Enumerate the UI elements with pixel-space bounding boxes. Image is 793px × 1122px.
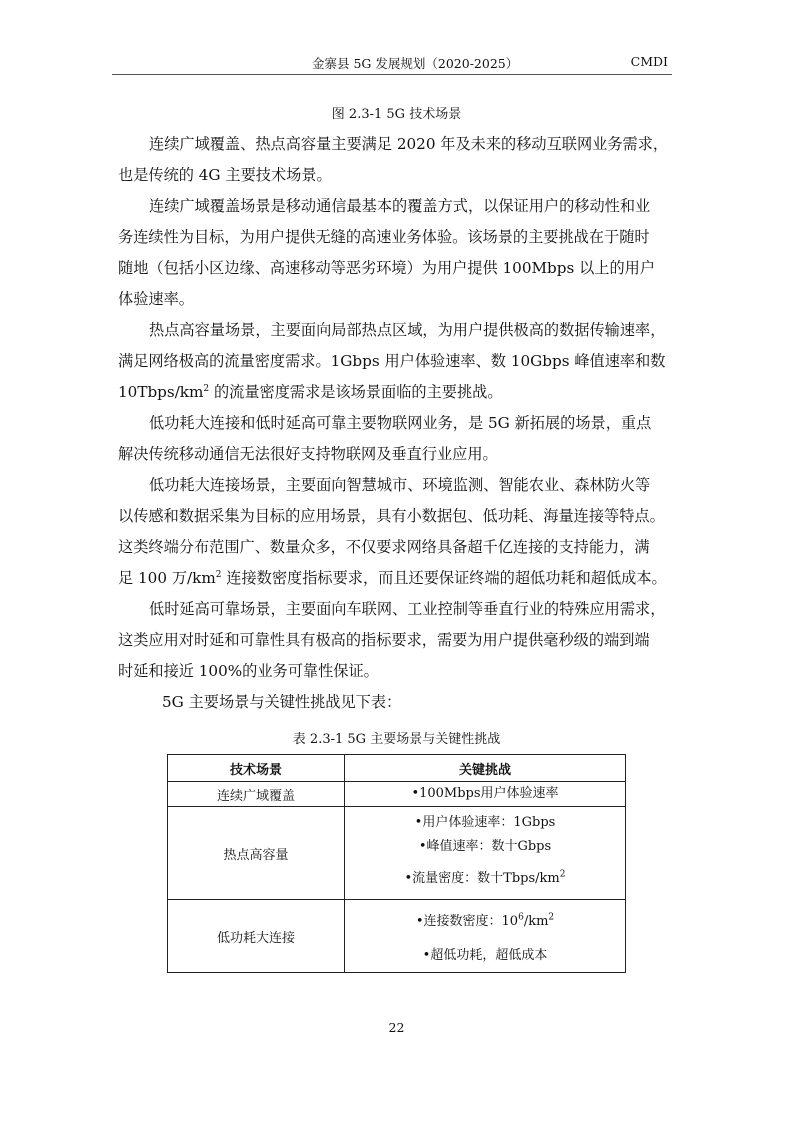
paragraph-3 [118, 315, 674, 408]
figure-caption: 图 2.3-1 5G 技术场景 [331, 107, 462, 122]
text-line: 满足网络极高的流量密度需求。1Gbps 用户体验速率、数 10Gbps 峰值速率和数 [118, 352, 666, 370]
paragraph-1 [118, 129, 674, 191]
superscript: 2 [215, 569, 222, 580]
text-line: 这类终端分布范围广、数量众多，不仅要求网络具备超千亿连接的支持能力，满 [118, 538, 650, 556]
paragraph-7 [118, 687, 674, 718]
paragraph-2 [118, 191, 674, 315]
text-run: 10Tbps/km [118, 383, 204, 401]
text-line: 连续广域覆盖、热点高容量主要满足 2020 年及未来的移动互联网业务需求， [149, 135, 669, 153]
challenge-item: •用户体验速率：1Gbps [414, 815, 556, 830]
challenge-item [345, 910, 625, 934]
scenario-challenge-table [167, 754, 626, 973]
scenario-cell: 热点高容量 [168, 807, 345, 900]
challenge-item: •峰值速率：数十Gbps [418, 839, 552, 854]
text-line: 时延和接近 100%的业务可靠性保证。 [118, 662, 379, 680]
paragraph-5 [118, 470, 674, 594]
challenge-item: •100Mbps用户体验速率 [411, 786, 559, 801]
superscript: 6 [518, 912, 524, 923]
text-run: 的流量密度需求是该场景面临的主要挑战。 [209, 383, 503, 401]
text-line: 以传感和数据采集为目标的应用场景，具有小数据包、低功耗、海量连接等特点。 [118, 507, 665, 525]
challenge-item [345, 867, 625, 891]
challenge-item: •超低功耗，超低成本 [422, 948, 548, 963]
column-header-challenge: 关键挑战 [345, 755, 626, 782]
text-line: 解决传统移动通信无法很好支持物联网及垂直行业应用。 [118, 445, 498, 463]
text-run: 足 100 万/km [118, 569, 216, 587]
table-row [168, 900, 626, 973]
column-header-scenario: 技术场景 [168, 755, 345, 782]
challenge-cell [345, 807, 626, 900]
superscript: 2 [548, 912, 555, 923]
text-line: 低功耗大连接场景，主要面向智慧城市、环境监测、智能农业、森林防火等 [149, 476, 651, 494]
header-doc-title: 金寨县 5G 发展规划（2020-2025） [312, 56, 519, 71]
text-line: 低功耗大连接和低时延高可靠主要物联网业务，是 5G 新拓展的场景，重点 [149, 414, 652, 432]
challenge-cell [345, 900, 626, 973]
scenario-cell: 连续广域覆盖 [168, 782, 345, 807]
text-run: •连接数密度：10 [415, 914, 519, 929]
superscript: 2 [559, 869, 566, 880]
text-run: /km [523, 914, 549, 929]
text-line: 随地（包括小区边缘、高速移动等恶劣环境）为用户提供 100Mbps 以上的用户 [118, 259, 656, 277]
scenario-cell: 低功耗大连接 [168, 900, 345, 973]
challenge-cell [345, 782, 626, 807]
superscript: 2 [203, 383, 210, 394]
text-line [118, 563, 674, 594]
text-line: 这类应用对时延和可靠性具有极高的指标要求，需要为用户提供毫秒级的端到端 [118, 631, 650, 649]
text-line: 低时延高可靠场景，主要面向车联网、工业控制等垂直行业的特殊应用需求， [149, 600, 666, 618]
paragraph-4 [118, 408, 674, 470]
table-header-row [168, 755, 626, 782]
text-line: 体验速率。 [118, 290, 194, 308]
table-row [168, 782, 626, 807]
table-caption: 表 2.3-1 5G 主要场景与关键性挑战 [292, 732, 501, 747]
page-header [112, 52, 672, 75]
text-line: 热点高容量场景，主要面向局部热点区域，为用户提供极高的数据传输速率， [149, 321, 666, 339]
text-line: 5G 主要场景与关键性挑战见下表： [162, 693, 402, 711]
text-run: •流量密度：数十Tbps/km [404, 871, 560, 886]
table-row [168, 807, 626, 900]
header-org: CMDI [630, 54, 668, 69]
text-line: 也是传统的 4G 主要技术场景。 [118, 166, 332, 184]
text-line: 连续广域覆盖场景是移动通信最基本的覆盖方式，以保证用户的移动性和业 [149, 197, 651, 215]
page-number: 22 [388, 1020, 405, 1035]
paragraph-6 [118, 594, 674, 687]
text-run: 连接数密度指标要求，而且还要保证终端的超低功耗和超低成本。 [221, 569, 667, 587]
text-line [118, 377, 674, 408]
text-line: 务连续性为目标，为用户提供无缝的高速业务体验。该场景的主要挑战在于随时 [118, 228, 650, 246]
